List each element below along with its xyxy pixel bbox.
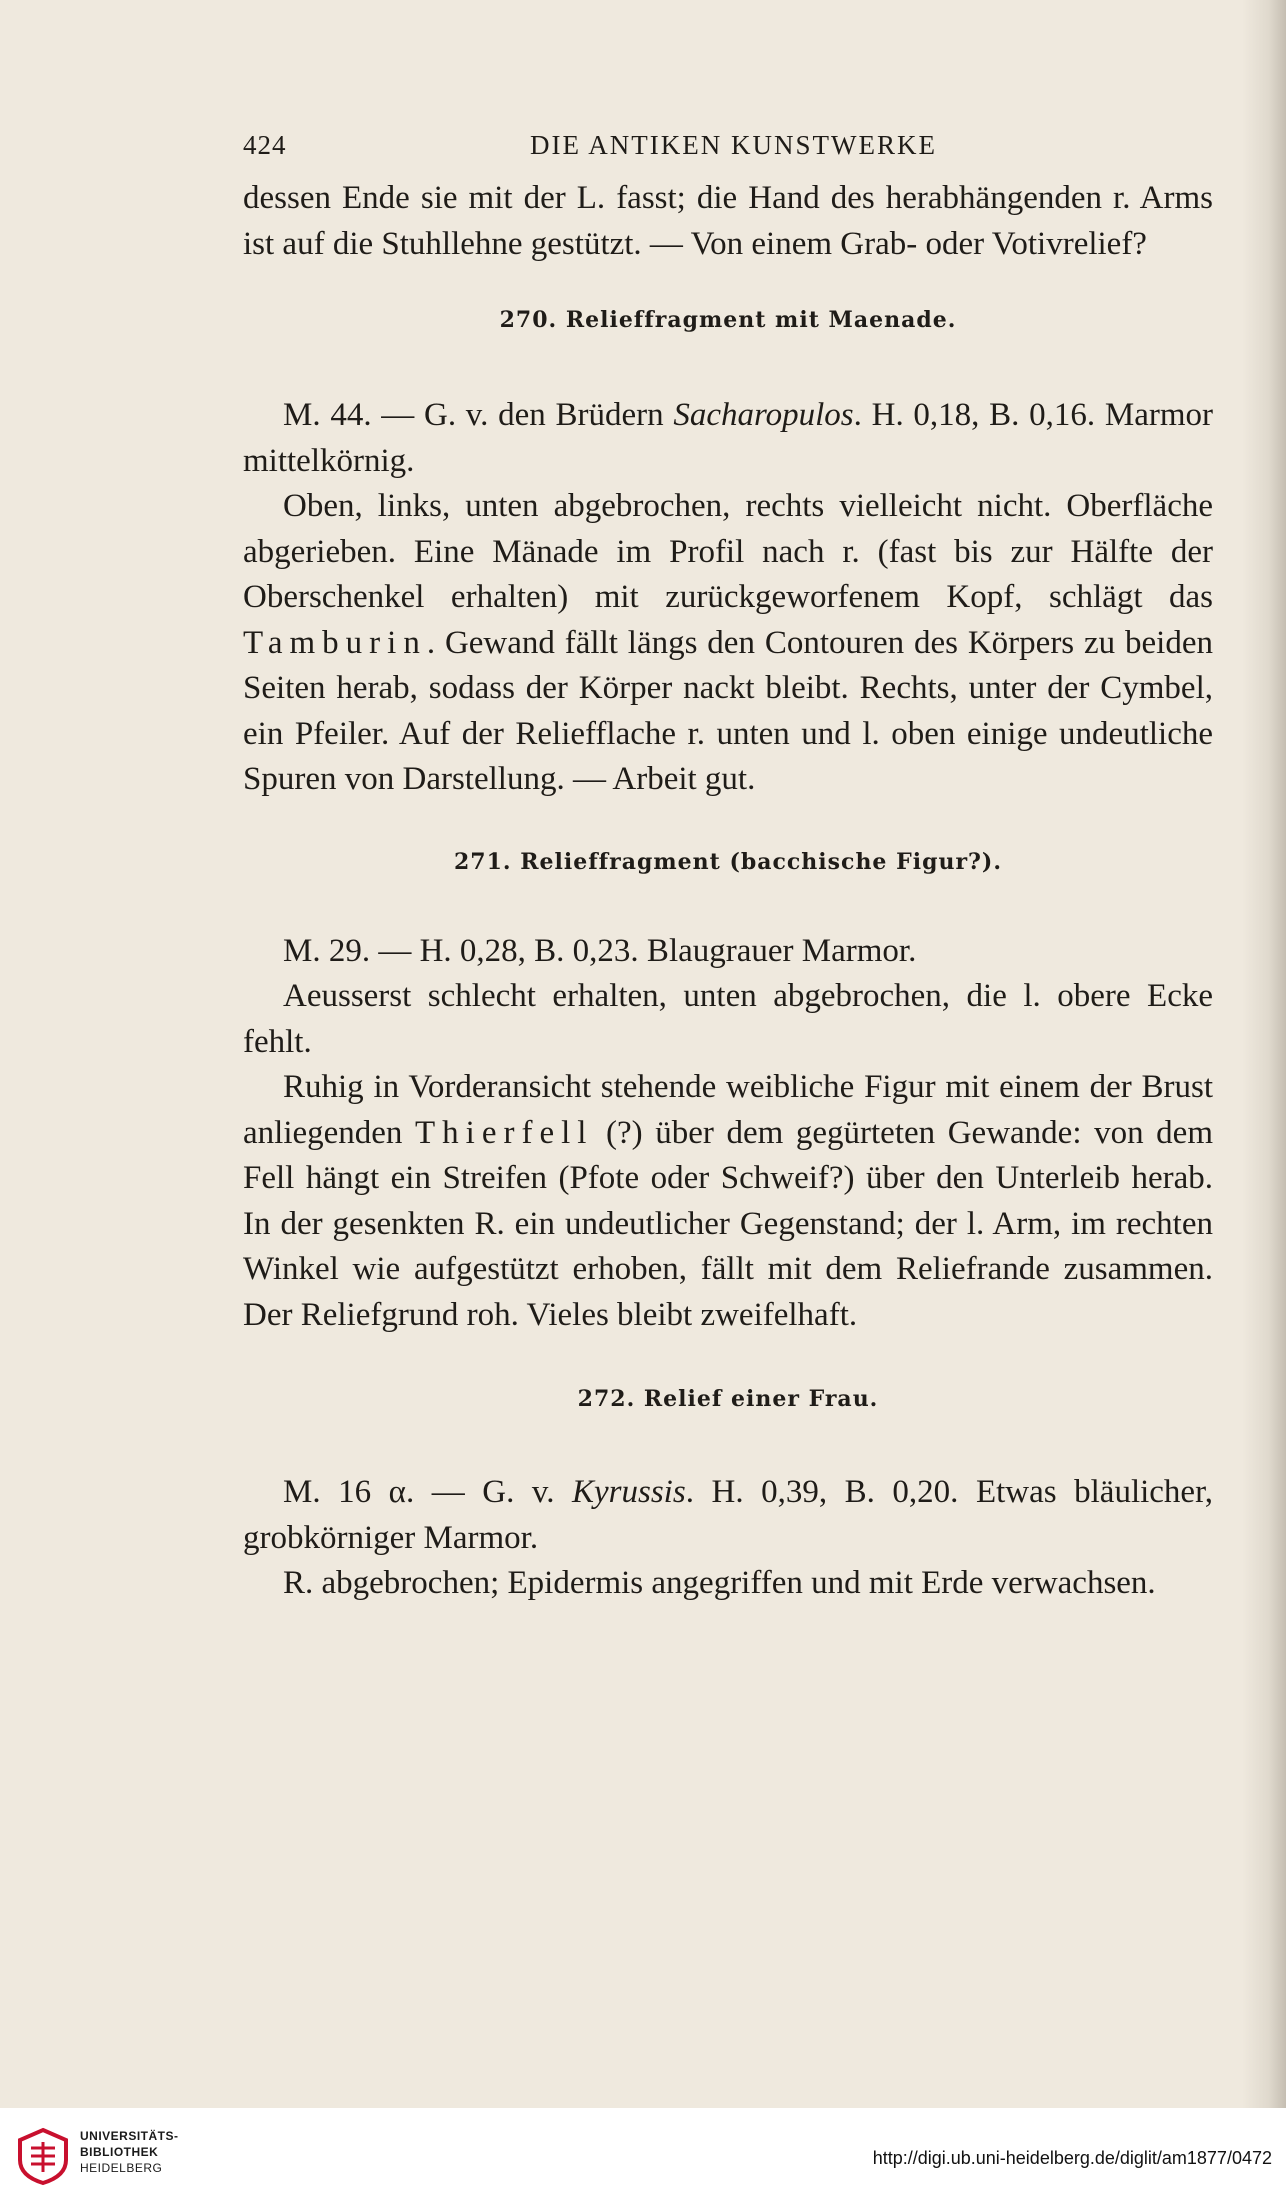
entry-271-description: Ruhig in Vorderansicht stehende weibliche Figur mit einem der Brust anliegenden Thierfell (?) über dem gegürteten Gewande: von dem Fell hängt ein Streifen (Pfote oder Schweif?) über den Unterleib herab. In der gesenkten R. ein undeutlicher Gegenstand; der l. Arm, im rechten Winkel wie aufgestützt erhoben, fällt mit dem Reliefrande zusammen. Der Reliefgrund roh. Vieles bleibt zweifelhaft. bbox=[243, 1069, 1213, 1333]
footer-bar bbox=[0, 2108, 1286, 2204]
running-header bbox=[243, 130, 1213, 176]
entry-271-condition: Aeusserst schlecht erhalten, unten abgebrochen, die l. obere Ecke fehlt. bbox=[243, 978, 1213, 1060]
entry-271-meta: M. 29. — H. 0,28, B. 0,23. Blaugrauer Marmor. bbox=[283, 932, 917, 969]
entry-271-heading: 271. Relieffragment (bacchische Figur?). bbox=[453, 848, 1002, 875]
permalink-url[interactable]: http://digi.ub.uni-heidelberg.de/diglit/am1877/0472 bbox=[872, 2148, 1272, 2168]
entry-270-description: Oben, links, unten abgebrochen, rechts vielleicht nicht. Oberfläche abgerieben. Eine Mänade im Profil nach r. (fast bis zur Hälfte der Oberschenkel erhalten) mit zurückgeworfenem Kopf, schlägt das Tamburin. Gewand fällt längs den Contouren des Körpers zu beiden Seiten herab, sodass der Körper nackt bleibt. Rechts, unter der Cymbel, ein Pfeiler. Auf der Reliefflache r. unten und l. oben einige undeutliche Spuren von Darstellung. — Arbeit gut. bbox=[243, 488, 1213, 797]
donor-name: Kyrussis bbox=[572, 1474, 686, 1510]
running-title: DIE ANTIKEN KUNSTWERKE bbox=[530, 130, 937, 160]
entry-270-heading: 270. Relieffragment mit Maenade. bbox=[499, 307, 957, 333]
page-content bbox=[243, 130, 1213, 1607]
library-name: UNIVERSITÄTS- BIBLIOTHEK HEIDELBERG bbox=[80, 2129, 179, 2175]
entry-270-meta: M. 44. — G. v. den Brüdern Sacharopulos. H. 0,18, B. 0,16. Marmor mittelkörnig. bbox=[243, 397, 1213, 479]
donor-name: Sacharopulos bbox=[673, 397, 854, 433]
entry-272-description: R. abgebrochen; Epidermis angegriffen und mit Erde verwachsen. bbox=[283, 1565, 1156, 1601]
page-number: 424 bbox=[243, 130, 287, 160]
emphasized-term: Tamburin bbox=[243, 624, 427, 661]
intro-paragraph: dessen Ende sie mit der L. fasst; die Hand des herabhängenden r. Arms ist auf die Stuhllehne gestützt. — Von einem Grab- oder Votivrelief? bbox=[243, 180, 1213, 262]
entry-272-heading: 272. Relief einer Frau. bbox=[577, 1386, 879, 1412]
entry-272-meta: M. 16 α. — G. v. Kyrussis. H. 0,39, B. 0,20. Etwas bläulicher, grobkörniger Marmor. bbox=[243, 1474, 1213, 1556]
university-library-seal-icon bbox=[14, 2126, 72, 2186]
emphasized-term: Thierfell bbox=[415, 1114, 594, 1151]
